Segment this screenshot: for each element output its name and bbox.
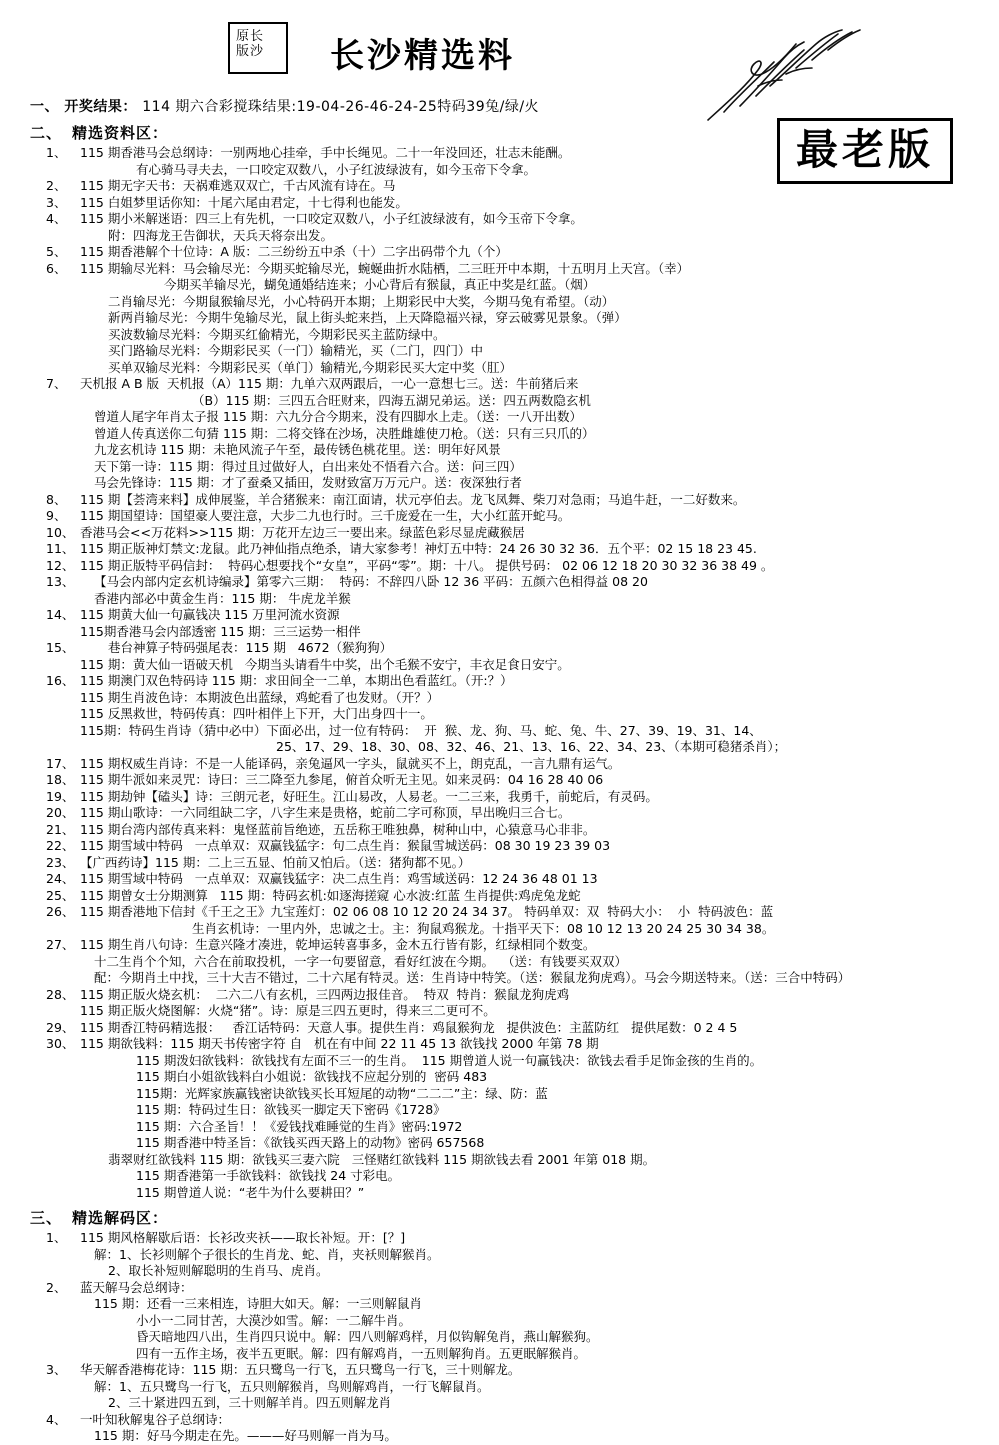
- list-item-line: 115 白姐梦里话你知：十尾六尾由君定，十七得利也能发。: [80, 194, 408, 210]
- list-item-body: [80, 508, 999, 525]
- list-item-index: 23、: [46, 854, 75, 870]
- list-item-line: 巷台神算子特码强尾表：115 期 4672（猴狗狗）: [108, 640, 393, 655]
- list-item-body: [80, 987, 999, 1020]
- list-item-index: 11、: [46, 541, 75, 556]
- list-item-line: 115 期正版火烧玄机： 二六二八有玄机，三四两边报佳音。 特双 特肖：猴鼠龙狗虎鸡: [80, 986, 570, 1002]
- list-item-index: 13、: [46, 574, 75, 589]
- list-item-body: [80, 673, 999, 756]
- list-item-line: 买波数输尽光料：今期买红偷精光，今期彩民买主蓝防绿中。: [108, 326, 446, 342]
- list-item-line: 115 期香港中特圣旨：《欲钱买西天路上的动物》密码 657568: [136, 1135, 485, 1150]
- list-item-index: 25、: [46, 887, 75, 903]
- list-item-line: 115 期曾女士分期测算 115 期：特码玄机:如逐海搓窥 心水波:红蓝 生肖提供:鸡虎兔龙蛇: [80, 887, 581, 903]
- list-item-line: 115 期欲钱料：115 期天书传密字符 自 机在有中间 22 11 45 13 欲钱找 2000 年第 78 期: [80, 1036, 599, 1051]
- section-1-number: 一、: [30, 99, 59, 115]
- list-item: [46, 1020, 999, 1037]
- list-item-body: [80, 1230, 999, 1280]
- list-item-line: 115 期生肖八句诗：生意兴隆才凑进，乾坤运转喜事多，金木五行皆有影，红绿相同个数变。: [80, 937, 596, 952]
- list-item-line: 115 期香港第一手欲钱料：欲钱找 24 寸彩电。: [136, 1168, 401, 1183]
- list-item-line: 115 期无字天书：天祸难逃双双亡，千古风流有诗在。马: [80, 178, 396, 193]
- list-item-index: 16、: [46, 673, 75, 688]
- list-item-line: 115 期：六合圣旨！！《爱钱找难睡觉的生肖》密码:1972: [136, 1118, 463, 1134]
- list-item-line: 115 期香江特码精选报： 香江话特码：天意人事。提供生肖：鸡鼠猴狗龙 提供波色：主蓝防红 提供尾数：0 2 4 5: [80, 1019, 738, 1035]
- section-1-line: [30, 96, 999, 116]
- list-item: [46, 937, 999, 987]
- list-item-index: 8、: [46, 491, 67, 507]
- list-item-body: [80, 1036, 999, 1201]
- list-item-line: 115 期风格解歇后语：长衫改夹袄——取长补短。开：[？]: [80, 1230, 406, 1245]
- list-item-line: 2、取长补短则解聪明的生肖马、虎肖。: [108, 1263, 329, 1278]
- list-item: [46, 756, 999, 773]
- list-item-line: 115 期澳门双色特码诗 115 期：求田间全一二单，本期出色看蓝红。（开:？）: [80, 673, 513, 688]
- list-item-line: 十二生肖个个知，六合在前取投机，一字一句要留意，看好红波在今期。 （送：有钱要买双双）: [94, 953, 627, 969]
- list-item-line: 新两肖输尽光：今期牛兔输尽光，鼠上街头蛇来挡，上天降隐福兴禄，穿云破雾见景象。（弹）: [108, 310, 627, 325]
- list-item-index: 3、: [46, 194, 67, 210]
- list-item-line: 115 期正版特平码信封： 特码心想要找个“女皇”，平码“零”。期：十八。 提供号码： 02 06 12 18 20 30 32 36 38 49 。: [80, 557, 774, 573]
- list-item: [46, 789, 999, 806]
- logo-box: [228, 22, 288, 74]
- list-item: [46, 987, 999, 1020]
- list-item-line: 115 期：好马今期走在先。———好马则解一肖为马。: [94, 1428, 397, 1443]
- list-item-line: 115 反黑救世，特码传真：四叶相伴上下开，大门出身四十一。: [80, 706, 433, 721]
- list-item-line: 二肖输尽光：今期鼠猴输尽光，小心特码开本期；上期彩民中大奖，今期马兔有希望。（动）: [108, 293, 615, 309]
- list-item-line: 【广西药诗】115 期：二上三五显、怕前又怕后。（送：猪狗都不见。）: [80, 854, 471, 870]
- list-item-line: 115 期劫钟【磕头】诗：三朗元老，好旺生。江山易改，人易老。一二三来，我勇千，前蛇后，有灵码。: [80, 788, 658, 804]
- list-item-body: [80, 541, 999, 558]
- list-item: [46, 855, 999, 872]
- list-item: [46, 772, 999, 789]
- list-item: [46, 525, 999, 542]
- list-item-line: 115 期山歌诗：一六同组缺二字，八字生来是贵格，蛇前二字可称顶，早出晚归三合七。: [80, 805, 571, 820]
- list-item: [46, 574, 999, 607]
- list-item-body: [80, 1362, 999, 1412]
- list-item: [46, 1036, 999, 1201]
- list-item-body: [80, 805, 999, 822]
- list-item: [46, 1280, 999, 1363]
- list-item: [46, 871, 999, 888]
- list-item-line: 马会先锋诗：115 期：才了蚕桑又插田，发财致富万万元户。送：夜深独行者: [94, 475, 522, 490]
- list-item: [46, 558, 999, 575]
- section-3-heading: [30, 1207, 999, 1228]
- list-item-line: 115 期香港马会总纲诗：一别两地心挂牵，手中长绳见。二十一年没回还，壮志未能酬。: [80, 145, 571, 160]
- list-item-line: 解：1、五只鹭鸟一行飞，五只则解猴肖，鸟则解鸡肖，一行飞解鼠肖。: [94, 1378, 490, 1394]
- list-item-line: 小小一二同甘苦，大漠沙如雪。解：一二解牛肖。: [136, 1312, 412, 1328]
- list-item-line: 25、17、29、18、30、08、32、46、21、13、16、22、34、23、（本期可稳猪杀肖）；: [276, 739, 787, 754]
- list-item-index: 24、: [46, 871, 75, 886]
- logo-line-2: 版沙: [236, 44, 265, 59]
- list-item-body: [80, 888, 999, 905]
- list-item-line: 115期香港马会内部透密 115 期：三三运势一相伴: [80, 623, 361, 639]
- list-item-index: 6、: [46, 260, 67, 276]
- list-item-index: 14、: [46, 607, 75, 622]
- list-item-index: 7、: [46, 376, 67, 391]
- list-item: [46, 261, 999, 377]
- list-item-index: 4、: [46, 1411, 67, 1427]
- list-item: [46, 673, 999, 756]
- list-item-index: 2、: [46, 1279, 67, 1295]
- list-item: [46, 607, 999, 640]
- list-item-body: [80, 838, 999, 855]
- list-item: [46, 805, 999, 822]
- list-item: [46, 1230, 999, 1280]
- list-item: [46, 888, 999, 905]
- list-item-line: 115 期正版火烧图解：火烧“猪”。诗：原是三四五更时，得来三二更可不。: [80, 1003, 496, 1018]
- list-item-index: 9、: [46, 508, 67, 523]
- section-3-list: [0, 1230, 999, 1445]
- section-2-list: [0, 145, 999, 1201]
- list-item-index: 5、: [46, 244, 67, 259]
- list-item-body: [80, 492, 999, 509]
- list-item-line: 2、三十紧进四五到，三十则解羊肖。四五则解龙肖: [108, 1395, 391, 1410]
- list-item-line: 蓝天解马会总纲诗：: [80, 1279, 193, 1295]
- list-item-index: 26、: [46, 904, 75, 919]
- list-item: [46, 1412, 999, 1445]
- list-item-line: 生肖玄机诗：一里内外，忠诚之士。主：狗鼠鸡猴龙。十指平天下：08 10 12 13 20 24 25 30 34 38。: [192, 920, 775, 936]
- list-item-line: 115 期台湾内部传真来料：鬼怪蓝前旨绝迹，五岳称王唯独鼻，树种山中，心猿意马心非非。: [80, 821, 596, 837]
- list-item-body: [80, 871, 999, 888]
- list-item-index: 3、: [46, 1362, 67, 1377]
- list-item-index: 4、: [46, 211, 67, 226]
- section-2-title: 精选资料区：: [72, 124, 169, 142]
- list-item-index: 1、: [46, 145, 67, 160]
- list-item-line: 买单双输尽光料：今期彩民买（单门）输精光,今期彩民买大定中奖（肛）: [108, 359, 512, 375]
- list-item-body: [80, 772, 999, 789]
- list-item-body: [80, 211, 999, 244]
- list-item-line: 115 期：黄大仙一语破天机 今期当头请看牛中奖，出个毛猴不安宁，丰衣足食日安宁。: [80, 656, 570, 672]
- page-title: 长沙精选料: [330, 36, 515, 76]
- list-item-body: [80, 261, 999, 377]
- list-item-line: 115 期白小姐欲钱料白小姐说：欲钱找不应起分别的 密码 483: [136, 1069, 488, 1084]
- list-item: [46, 904, 999, 937]
- list-item-line: 昏天暗地四八出，生肖四只说中。解：四八则解鸡样，月似钩解兔肖，燕山解猴狗。: [136, 1329, 599, 1344]
- list-item: [46, 211, 999, 244]
- list-item-body: [80, 1020, 999, 1037]
- list-item: [46, 376, 999, 492]
- list-item-line: 115 期：特码过生日：欲钱买一脚定天下密码《1728》: [136, 1102, 446, 1117]
- list-item: [46, 640, 999, 673]
- list-item-index: 2、: [46, 178, 67, 193]
- list-item: [46, 195, 999, 212]
- list-item-body: [80, 574, 999, 607]
- list-item-index: 30、: [46, 1036, 75, 1051]
- list-item-line: 曾道人尾字年肖太子报 115 期：六九分合今期来，没有四脚水上走。（送：一八开出数）: [94, 409, 583, 424]
- list-item-line: 配：今期肖土中找，三十大吉不错过，二十六尾有特灵。送：生肖诗中特笑。（送：猴鼠龙狗虎鸡）。马会今期送特来。（送：三合中特码）: [94, 970, 851, 985]
- list-item-line: 115 期输尽光料：马会输尽光：今期买蛇输尽光，蜿蜒曲折水陆栖，二三旺开中本期，十五明月上天宫。（幸）: [80, 260, 690, 276]
- list-item-line: 九龙玄机诗 115 期：未艳风流子午至，最传锈色桃花里。送：明年好风景: [94, 442, 501, 457]
- list-item-body: [80, 904, 999, 937]
- list-item-line: 115期：光辉家族赢钱密诀欲钱买长耳短尾的动物“二二二”主：绿、防：蓝: [136, 1085, 548, 1101]
- list-item-body: [80, 1280, 999, 1363]
- list-item-line: 115 期香港解个十位诗：A 版：二三纷纷五中杀（十）二字出码带个九（个）: [80, 244, 508, 259]
- list-item-index: 19、: [46, 788, 75, 804]
- list-item-line: 一叶知秋解鬼谷子总纲诗：: [80, 1411, 231, 1427]
- list-item-index: 28、: [46, 986, 75, 1002]
- list-item: [46, 541, 999, 558]
- list-item-body: [80, 607, 999, 640]
- list-item-index: 27、: [46, 937, 75, 952]
- list-item-line: 115 期小米解迷语：四三上有先机，一口咬定双数八，小子红波绿波有，如今玉帝下令拿。: [80, 211, 583, 226]
- list-item-line: 115 期生肖波色诗：本期波色出蓝绿，鸡蛇看了也发财。（开？）: [80, 689, 440, 705]
- list-item-line: 115 期雪域中特码 一点单双：双赢钱猛字：句二点生肖：猴鼠雪城送码：08 30 19 23 39 03: [80, 838, 611, 853]
- list-item-body: [80, 822, 999, 839]
- list-item-line: 今期买羊输尽光，蝴兔通婚结连来；小心背后有猴鼠，真正中奖是红蓝。（烟）: [164, 277, 596, 292]
- list-item-line: 115 期泼妇欲钱料：欲钱找有左面不三一的生肖。 115 期曾道人说一句赢钱决：欲钱去看手足饰金孩的生肖的。: [136, 1052, 763, 1068]
- list-item-index: 29、: [46, 1019, 75, 1035]
- list-item-line: 【马会内部内定玄机诗编录】第零六三期： 特码：不辞四八卧 12 36 平码：五颜六色相得益 08 20: [94, 574, 648, 589]
- list-item-line: 四有一五作主场，夜半五更眠。解：四有解鸡肖，一五则解狗肖。五更眠解猴肖。: [136, 1345, 587, 1361]
- list-item-line: 香港马会<<万花料>>115 期：万花开左边三一要出来。绿蓝色彩尽显虎藏猴居: [80, 524, 525, 540]
- list-item-line: 115期：特码生肖诗（猜中必中）下面必出，过一位有特码： 开 猴、龙、狗、马、蛇、兔、牛、27、39、19、31、14、: [80, 722, 762, 738]
- list-item-index: 20、: [46, 805, 75, 820]
- list-item-line: 115 期黄大仙一句赢钱决 115 万里河流水资源: [80, 607, 340, 622]
- list-item-line: 华天解香港梅花诗：115 期：五只鹭鸟一行飞，五只鹭鸟一行飞，三十则解龙。: [80, 1362, 521, 1377]
- list-item-index: 15、: [46, 640, 75, 655]
- list-item-line: 115 期香港地下信封《千王之王》九宝莲灯：02 06 08 10 12 20 24 34 37。 特码单双：双 特码大小： 小 特码波色：蓝: [80, 904, 774, 919]
- list-item: [46, 838, 999, 855]
- list-item-line: 有心骑马寻夫去，一口咬定双数八，小子红波绿波有，如今玉帝下令拿。: [136, 161, 537, 177]
- list-item-body: [80, 558, 999, 575]
- list-item-index: 1、: [46, 1230, 67, 1245]
- list-item: [46, 244, 999, 261]
- list-item-index: 17、: [46, 755, 75, 771]
- list-item-line: 翡翠财红欲钱料 115 期：欲钱买三妻六院 三怪赌红欲钱料 115 期欲钱去看 2001 年第 018 期。: [108, 1151, 656, 1167]
- list-item: [46, 822, 999, 839]
- stamp-badge: 最老版: [777, 118, 953, 184]
- list-item-index: 12、: [46, 557, 75, 573]
- logo-line-1: 原长: [236, 29, 265, 44]
- list-item-body: [80, 525, 999, 542]
- section-2-number: 二、: [30, 124, 63, 142]
- list-item-line: 天下第一诗：115 期：得过且过做好人，白出来处不悟看六合。送：问三四）: [94, 458, 522, 474]
- list-item-index: 22、: [46, 838, 75, 853]
- list-item: [46, 1362, 999, 1412]
- list-item-body: [80, 376, 999, 492]
- list-item-body: [80, 244, 999, 261]
- list-item: [46, 508, 999, 525]
- list-item-line: 解：1、长衫则解个子很长的生肖龙、蛇、肖，夹袄则解猴肖。: [94, 1246, 440, 1262]
- list-item-line: 115 期曾道人说：“老牛为什么要耕田？”: [136, 1184, 365, 1200]
- list-item-line: 115 期雪域中特码 一点单双：双赢钱猛字：决二点生肖：鸡雪域送码：12 24 36 48 01 13: [80, 871, 598, 886]
- list-item-body: [80, 1412, 999, 1445]
- list-item-body: [80, 756, 999, 773]
- list-item-body: [80, 855, 999, 872]
- list-item-body: [80, 640, 999, 673]
- list-item-line: 曾道人传真送你二句猜 115 期：二将交锋在沙场，决胜雌雄使刀枪。（送：只有三只爪的）: [94, 425, 595, 441]
- list-item-index: 18、: [46, 772, 75, 787]
- list-item-index: 10、: [46, 524, 75, 540]
- list-item-line: 115 期【荟湾来料】成伸展鉴，羊合猪猴来：南江面请，状元亭伯去。龙飞凤舞、柴刀对急雨；马追牛赶，一二好数来。: [80, 491, 746, 507]
- list-item-line: 115 期牛派如来灵咒：诗曰：三二降至九参尾，俯首众听无主见。如来灵码：04 16 28 40 06: [80, 772, 604, 787]
- list-item-line: 买门路输尽光料：今期彩民买（一门）输精光，买（二门，四门）中: [108, 343, 484, 358]
- list-item-body: [80, 195, 999, 212]
- list-item-line: 115 期国望诗：国望豪人要注意，大步二九也行时。三千庞爱在一生，大小红蓝开蛇马。: [80, 508, 571, 523]
- list-item-index: 21、: [46, 821, 75, 837]
- list-item-body: [80, 937, 999, 987]
- section-3-number: 三、: [30, 1209, 63, 1227]
- list-item-line: 115 期正版神灯禁文:龙鼠。此乃神仙指点绝杀，请大家参考！神灯五中特：24 26 30 32 36．五个平：02 15 18 23 45.: [80, 541, 757, 556]
- section-1-title: 开奖结果：: [64, 99, 137, 115]
- list-item: [46, 492, 999, 509]
- list-item-body: [80, 789, 999, 806]
- list-item-line: 115 期权威生肖诗：不是一人能译码，亲兔逼风一字头，鼠就买不上，朗克乱，一言九鼎有运气。: [80, 755, 621, 771]
- section-3-title: 精选解码区：: [72, 1209, 169, 1227]
- list-item-line: 天机报 A B 版 天机报（A）115 期：九单六双两跟后，一心一意想七三。送：牛前猪后来: [80, 376, 579, 391]
- list-item-line: 香港内部必中黄金生肖：115 期： 牛虎龙羊猴: [94, 590, 351, 606]
- list-item-line: 115 期：还看一三来相连，诗胆大如天。解：一三则解鼠肖: [94, 1296, 422, 1311]
- list-item-line: 附：四海龙王告御状，天兵天将奈出发。: [108, 227, 334, 243]
- section-1-value: 114 期六合彩搅珠结果:19-04-26-46-24-25特码39兔/绿/火: [142, 99, 540, 115]
- list-item-line: （B）115 期：三四五合旺财来，四海五湖兄弟运。送：四五两数隐玄机: [192, 392, 591, 408]
